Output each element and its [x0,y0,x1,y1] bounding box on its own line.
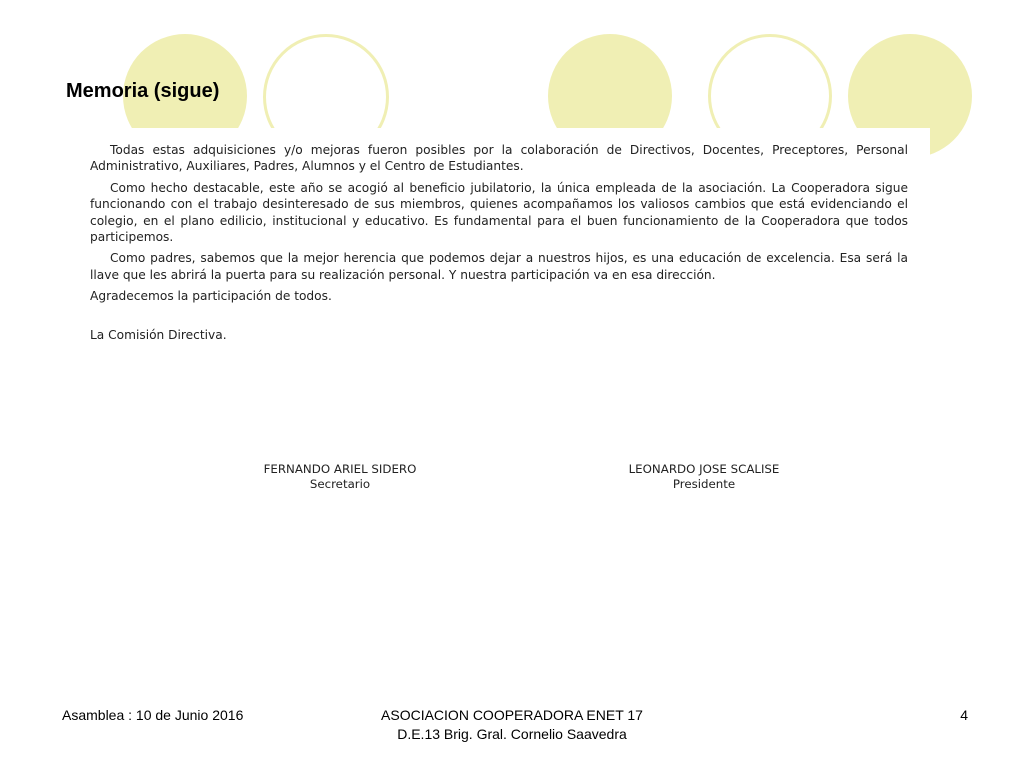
paragraph-signoff: La Comisión Directiva. [90,327,227,342]
body-text [90,142,908,348]
footer-org-line2: D.E.13 Brig. Gral. Cornelio Saavedra [397,726,627,742]
paragraph-thanks: Agradecemos la participación de todos. [90,289,332,304]
signature-secretary [242,462,438,492]
signature-role: Secretario [309,477,371,491]
footer-organization [362,706,662,744]
signature-president [602,462,806,492]
signature-name: FERNANDO ARIEL SIDERO [263,462,417,476]
footer-org-line1: ASOCIACION COOPERADORA ENET 17 [381,707,643,723]
footer-date: Asamblea : 10 de Junio 2016 [62,707,244,723]
paragraph-retirement: Como hecho destacable, este año se acogió al beneficio jubilatorio, la única empleada de la asociación. La Cooperadora sigue funcionando con el trabajo desinteresado de sus miembros, quienes acompañamos los valiosos cambios que está evidenciando el colegio, en el plano edilicio, institucional y educativo. Es fundamental para el buen funcionamiento de la Cooperadora que todos participemos. [90,180,908,245]
signature-role: Presidente [672,477,736,491]
content-image [66,128,930,500]
paragraph-heritage: Como padres, sabemos que la mejor herencia que podemos dejar a nuestros hijos, es una educación de excelencia. Esa será la llave que les abrirá la puerta para su realización personal. Y nuestra participación va en esa dirección. [90,251,908,282]
paragraph-collaboration: Todas estas adquisiciones y/o mejoras fueron posibles por la colaboración de Directivos, Docentes, Preceptores, Personal Administrativo, Auxiliares, Padres, Alumnos y el Centro de Estudiantes. [90,143,908,174]
signature-name: LEONARDO JOSE SCALISE [628,462,780,476]
page-number: 4 [960,707,968,723]
slide-title: Memoria (sigue) [66,80,220,102]
